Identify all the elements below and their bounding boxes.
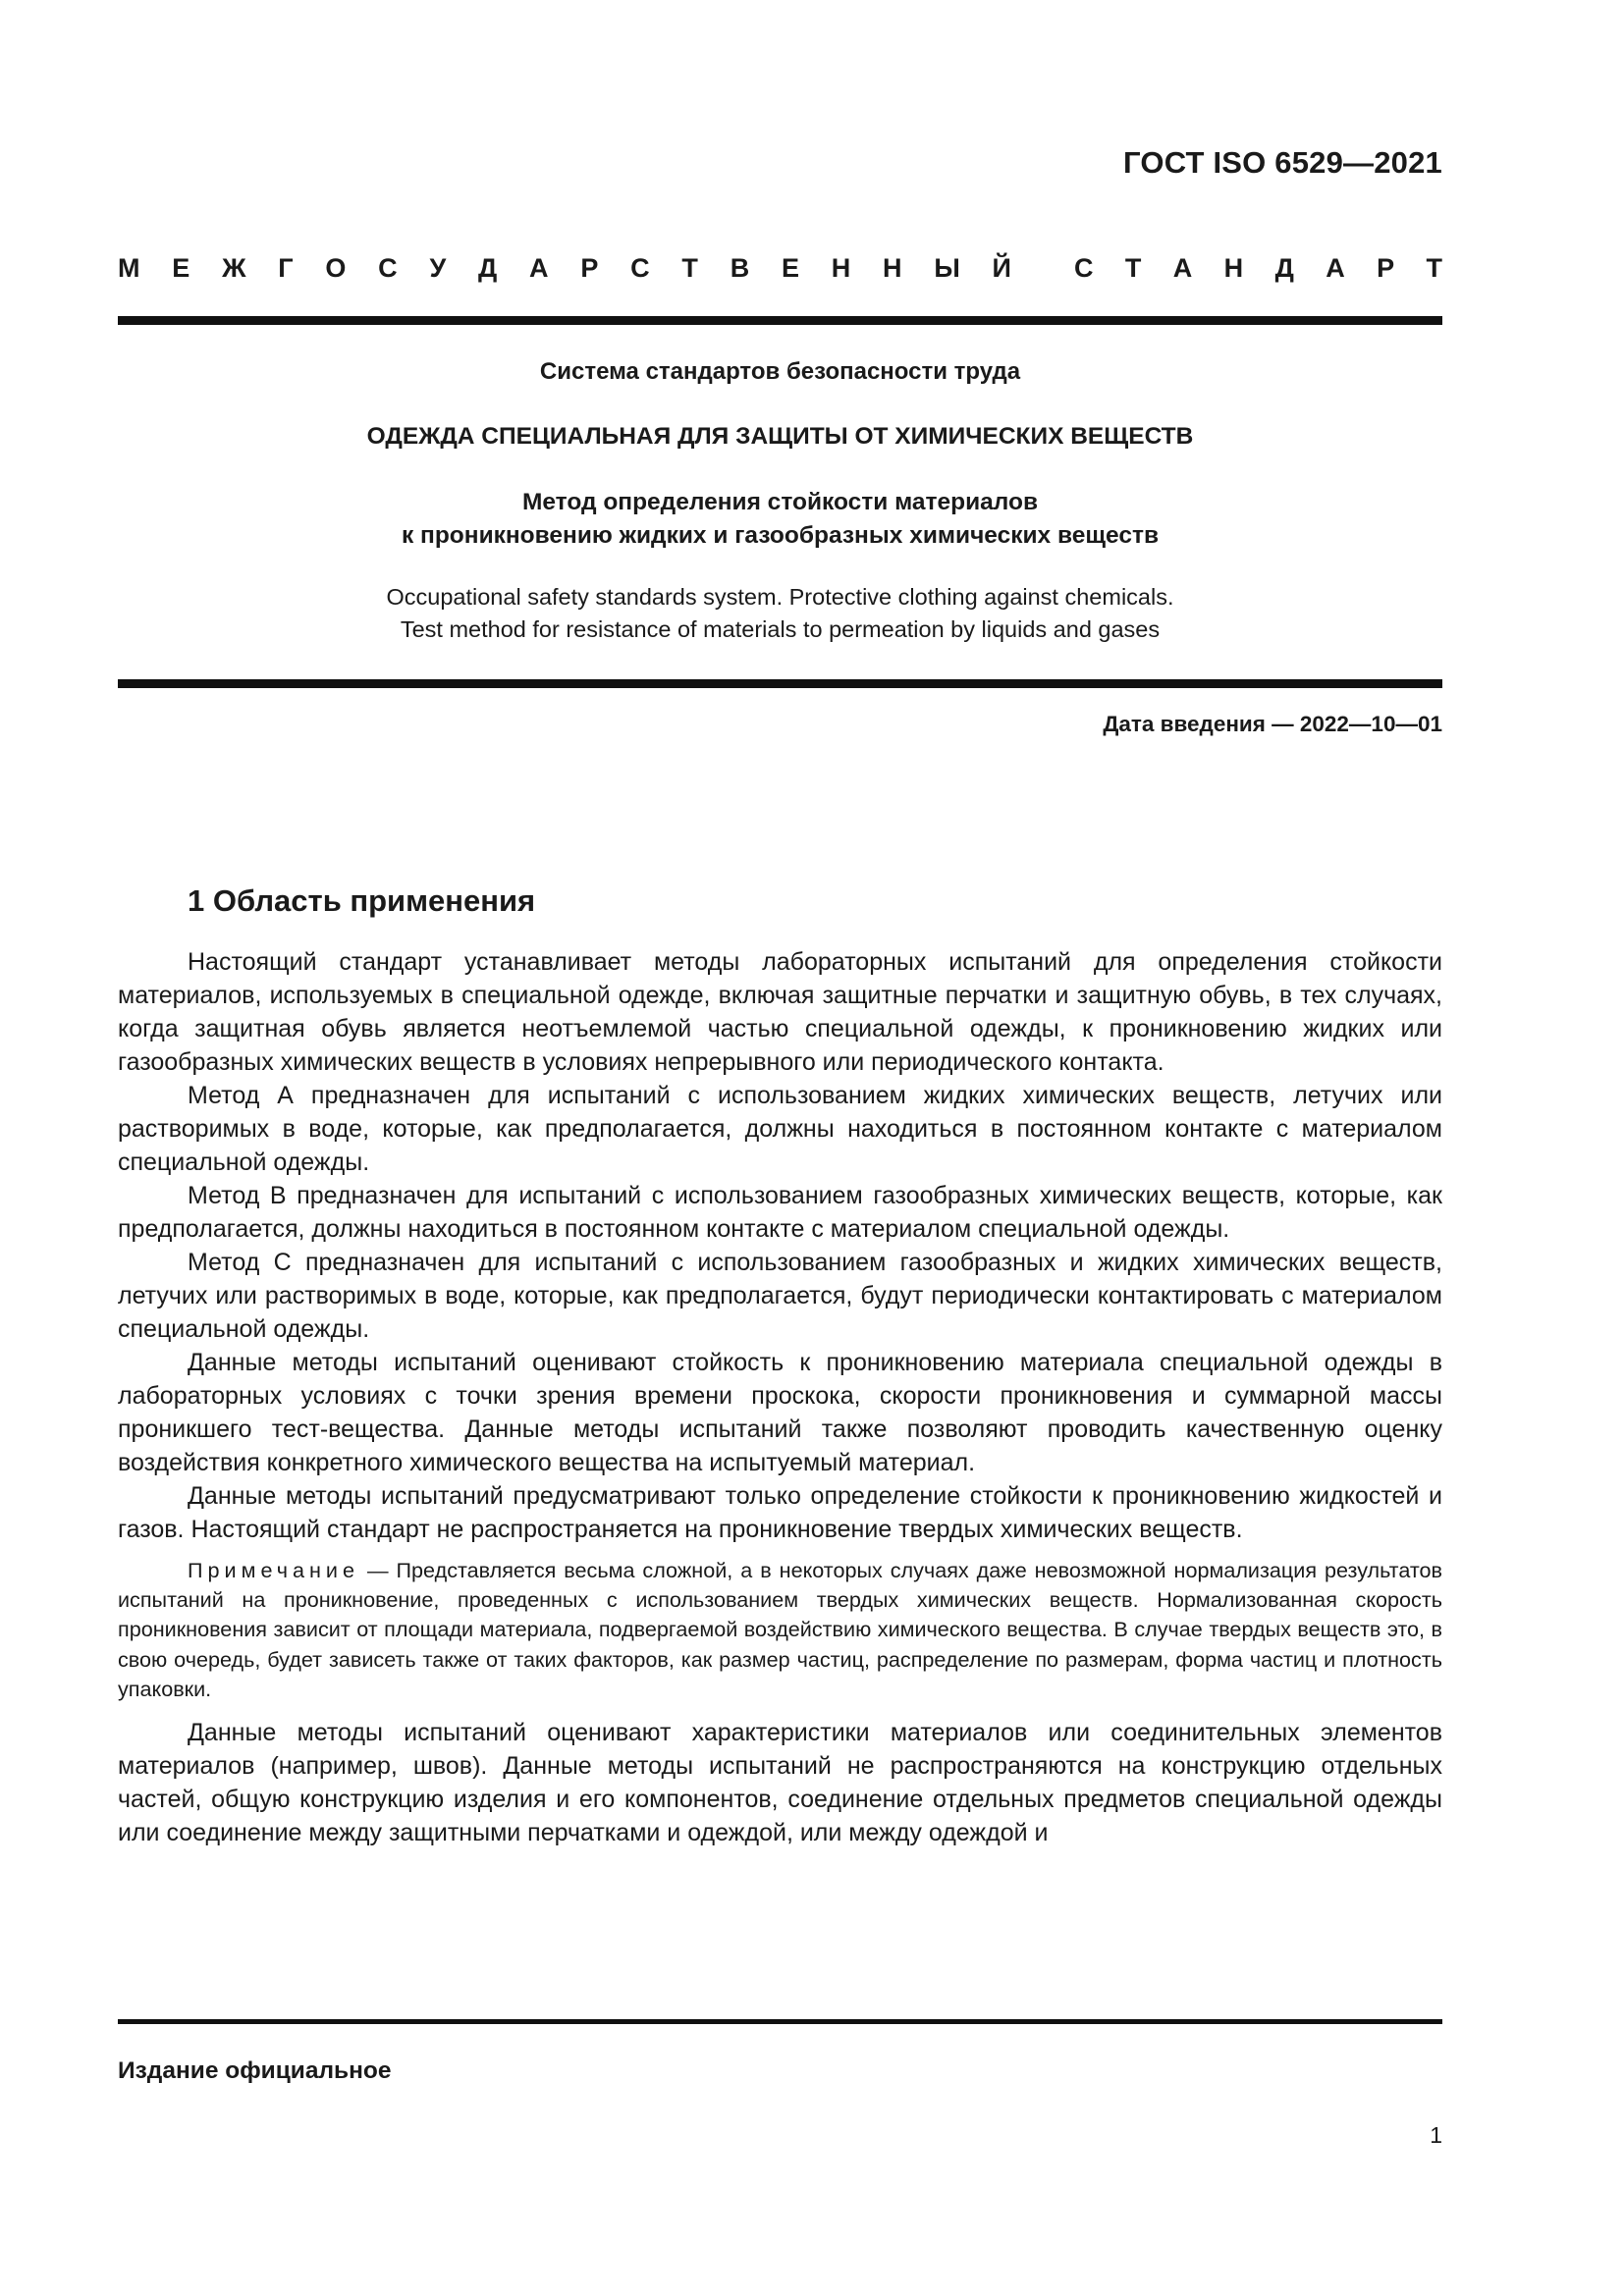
banner-letter: Р: [580, 253, 599, 283]
note-paragraph: [118, 1556, 1442, 1704]
banner-word-interstate: [118, 253, 1011, 284]
banner-letter: Д: [1274, 253, 1294, 283]
english-title: [118, 581, 1442, 646]
document-subtitle: [118, 486, 1442, 553]
official-edition-label: Издание официальное: [118, 2057, 392, 2084]
banner-letter: О: [325, 253, 347, 283]
banner-letter: Й: [992, 253, 1011, 283]
banner-letter: Н: [1223, 253, 1244, 283]
banner-letter: М: [118, 253, 140, 283]
paragraph: Данные методы испытаний предусматривают только определение стойкости к проникновению жидкостей и газов. Настоящий стандарт не распространяется на проникновение твердых химических веществ.: [118, 1482, 1442, 1543]
english-title-line: Occupational safety standards system. Protective clothing against chemicals.: [386, 584, 1174, 610]
banner-letter: Е: [172, 253, 190, 283]
note-text: — Представляется весьма сложной, а в некоторых случаях даже невозможной нормализация результатов испытаний на проникновение, проведенных с использованием твердых химических веществ. Нормализованная скорость проникновения зависит от площади материала, подвергаемой воздействию химического вещества. В случае твердых веществ это, в свою очередь, будет зависеть также от таких факторов, как размер частиц, распределение по размерам, форма частиц и плотность упаковки.: [118, 1558, 1442, 1701]
paragraph: Данные методы испытаний оценивают характеристики материалов или соединительных элементов материалов (например, швов). Данные методы испытаний не распространяются на конструкцию отдельных частей, общую конструкцию изделия и его компонентов, соединение отдельных предметов специальной одежды или соединение между защитными перчатками и одеждой, или между одеждой и: [118, 1719, 1442, 1847]
banner-letter: С: [630, 253, 650, 283]
banner-letter: А: [529, 253, 549, 283]
footer-divider: [118, 2019, 1442, 2024]
banner-letter: С: [1074, 253, 1094, 283]
banner-letter: В: [730, 253, 750, 283]
banner-letter: А: [1326, 253, 1345, 283]
page-number: 1: [1430, 2122, 1442, 2148]
banner-letter: А: [1172, 253, 1193, 283]
subtitle-line: к проникновению жидких и газообразных химических веществ: [401, 522, 1160, 549]
banner-letter: Е: [781, 253, 799, 283]
paragraph: Настоящий стандарт устанавливает методы лабораторных испытаний для определения стойкости материалов, используемых в специальной одежде, включая защитные перчатки и защитную обувь, в тех случаях, когда защитная обувь является неотъемлемой частью специальной одежды, к проникновению жидких или газообразных химических веществ в условиях непрерывного или периодического контакта.: [118, 948, 1442, 1076]
banner-letter: Т: [1124, 253, 1142, 283]
title-divider: [118, 679, 1442, 688]
banner-letter: Т: [681, 253, 698, 283]
banner-letter: У: [429, 253, 447, 283]
banner-letter: С: [378, 253, 398, 283]
paragraph: Метод С предназначен для испытаний с использованием газообразных и жидких химических веществ, летучих или растворимых в воде, которые, как предполагается, будут периодически контактировать с материалом специальной одежды.: [118, 1249, 1442, 1343]
standard-id: ГОСТ ISO 6529—2021: [1123, 145, 1442, 180]
banner-letter: Д: [478, 253, 498, 283]
subtitle-line: Метод определения стойкости материалов: [521, 489, 1039, 515]
paragraph: Метод В предназначен для испытаний с использованием газообразных химических веществ, которые, как предполагается, должны находиться в постоянном контакте с материалом специальной одежды.: [118, 1182, 1442, 1243]
banner-letter: Г: [278, 253, 294, 283]
standards-system-title: Система стандартов безопасности труда: [539, 358, 1021, 385]
english-title-line: Test method for resistance of materials to permeation by liquids and gases: [400, 616, 1161, 642]
paragraph: Данные методы испытаний оценивают стойкость к проникновению материала специальной одежды в лабораторных условиях с точки зрения времени проскока, скорости проникновения и суммарной массы проникшего тест-вещества. Данные методы испытаний также позволяют проводить качественную оценку воздействия конкретного химического вещества на испытуемый материал.: [118, 1349, 1442, 1476]
document-title: ОДЕЖДА СПЕЦИАЛЬНАЯ ДЛЯ ЗАЩИТЫ ОТ ХИМИЧЕСКИХ ВЕЩЕСТВ: [366, 423, 1194, 450]
introduction-date: Дата введения — 2022—10—01: [1103, 712, 1442, 736]
banner-letter: Ж: [222, 253, 246, 283]
banner-letter: Р: [1377, 253, 1395, 283]
section-body: [118, 945, 1442, 1849]
top-divider: [118, 316, 1442, 325]
banner-letter: Н: [883, 253, 902, 283]
banner-letter: Т: [1426, 253, 1442, 283]
banner-word-standard: [1074, 253, 1442, 284]
paragraph: Метод А предназначен для испытаний с использованием жидких химических веществ, летучих или растворимых в воде, которые, как предполагается, должны находиться в постоянном контакте с материалом специальной одежды.: [118, 1082, 1442, 1176]
section-heading: 1 Область применения: [188, 883, 536, 918]
banner-letter: Ы: [934, 253, 960, 283]
standard-type-banner: [118, 253, 1442, 284]
banner-letter: Н: [831, 253, 851, 283]
note-label: Примечание: [188, 1558, 359, 1582]
